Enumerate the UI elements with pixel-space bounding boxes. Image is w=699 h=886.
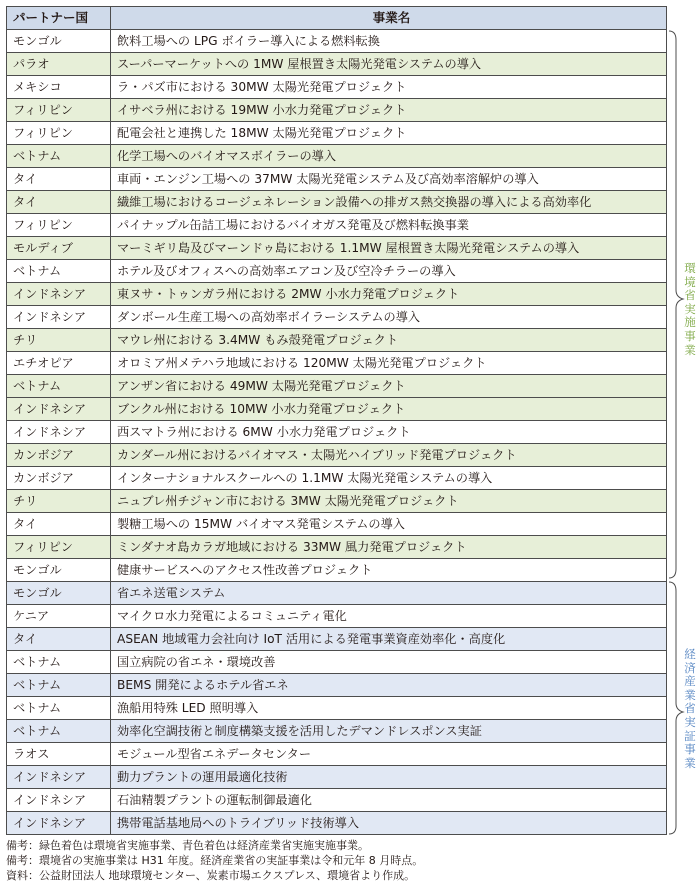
project-name-cell: ブンクル州における 10MW 小水力発電プロジェクト [111,398,667,421]
partner-country-cell: メキシコ [7,76,111,99]
partner-country-cell: フィリピン [7,122,111,145]
partner-country-cell: ベトナム [7,145,111,168]
partner-country-cell: インドネシア [7,306,111,329]
meti-group-brace [669,582,683,834]
partner-country-cell: フィリピン [7,214,111,237]
header-project-name: 事業名 [111,7,667,30]
footnotes [6,838,423,883]
project-name-cell: オロミア州メテハラ地域における 120MW 太陽光発電プロジェクト [111,352,667,375]
partner-country-cell: タイ [7,168,111,191]
header-partner-country: パートナー国 [7,7,111,30]
partner-country-cell: モンゴル [7,30,111,53]
project-name-cell: ASEAN 地域電力会社向け IoT 活用による発電事業資産効率化・高度化 [111,628,667,651]
partner-country-cell: ベトナム [7,651,111,674]
project-name-cell: ニュブレ州チジャン市における 3MW 太陽光発電プロジェクト [111,490,667,513]
partner-country-cell: チリ [7,490,111,513]
partner-country-cell: ベトナム [7,674,111,697]
project-name-cell: 携帯電話基地局へのトライブリッド技術導入 [111,812,667,835]
project-name-cell: ミンダナオ島カラガ地域における 33MW 風力発電プロジェクト [111,536,667,559]
partner-country-cell: エチオピア [7,352,111,375]
partner-country-cell: インドネシア [7,283,111,306]
project-name-cell: 繊維工場におけるコージェネレーション設備への排ガス熱交換器の導入による高効率化 [111,191,667,214]
partner-country-cell: カンボジア [7,467,111,490]
partner-country-cell: ベトナム [7,375,111,398]
project-name-cell: 健康サービスへのアクセス性改善プロジェクト [111,559,667,582]
project-name-cell: インターナショナルスクールへの 1.1MW 太陽光発電システムの導入 [111,467,667,490]
project-name-cell: 製糖工場への 15MW バイオマス発電システムの導入 [111,513,667,536]
partner-country-cell: ベトナム [7,260,111,283]
project-name-cell: パイナップル缶詰工場におけるバイオガス発電及び燃料転換事業 [111,214,667,237]
project-name-cell: 省エネ送電システム [111,582,667,605]
project-name-cell: 石油精製プラントの運転制御最適化 [111,789,667,812]
partner-country-cell: インドネシア [7,421,111,444]
project-name-cell: 配電会社と連携した 18MW 太陽光発電プロジェクト [111,122,667,145]
partner-country-cell: チリ [7,329,111,352]
partner-country-cell: ラオス [7,743,111,766]
partner-country-cell: タイ [7,628,111,651]
partner-country-cell: パラオ [7,53,111,76]
project-name-cell: ホテル及びオフィスへの高効率エアコン及び空冷チラーの導入 [111,260,667,283]
project-name-cell: 東ヌサ・トゥンガラ州における 2MW 小水力発電プロジェクト [111,283,667,306]
partner-country-cell: フィリピン [7,99,111,122]
project-name-cell: 化学工場へのバイオマスボイラーの導入 [111,145,667,168]
env-group-brace [669,31,683,578]
project-name-cell: 動力プラントの運用最適化技術 [111,766,667,789]
partner-country-cell: インドネシア [7,812,111,835]
project-name-cell: 国立病院の省エネ・環境改善 [111,651,667,674]
footnote-source: 資料：公益財団法人 地球環境センター、炭素市場エクスプレス、環境省より作成。 [6,869,416,882]
partner-country-cell: インドネシア [7,766,111,789]
meti-ministry-label: 経済産業省実証事業 [684,647,696,770]
footnote-timing: 備考：環境省の実施事業は H31 年度。経済産業省の実証事業は令和元年 8 月時点。 [6,854,424,867]
project-name-cell: マーミギリ島及びマーンドゥ島における 1.1MW 屋根置き太陽光発電システムの導入 [111,237,667,260]
partner-country-cell: ケニア [7,605,111,628]
footnote-color-legend: 備考：緑色着色は環境省実施事業、青色着色は経済産業省実施実施事業。 [6,839,369,852]
partner-country-cell: ベトナム [7,697,111,720]
env-ministry-label: 環境省実施事業 [684,261,696,357]
project-name-cell: イサベラ州における 19MW 小水力発電プロジェクト [111,99,667,122]
project-name-cell: 漁船用特殊 LED 照明導入 [111,697,667,720]
partner-country-cell: インドネシア [7,789,111,812]
project-name-cell: BEMS 開発によるホテル省エネ [111,674,667,697]
partner-country-cell: インドネシア [7,398,111,421]
partner-country-cell: ベトナム [7,720,111,743]
project-name-cell: カンダール州におけるバイオマス・太陽光ハイブリッド発電プロジェクト [111,444,667,467]
project-name-cell: 効率化空調技術と制度構築支援を活用したデマンドレスポンス実証 [111,720,667,743]
project-name-cell: 飲料工場への LPG ボイラー導入による燃料転換 [111,30,667,53]
project-name-cell: ラ・パズ市における 30MW 太陽光発電プロジェクト [111,76,667,99]
partner-country-cell: モンゴル [7,559,111,582]
partner-country-cell: タイ [7,191,111,214]
project-name-cell: 西スマトラ州における 6MW 小水力発電プロジェクト [111,421,667,444]
project-name-cell: 車両・エンジン工場への 37MW 太陽光発電システム及び高効率溶解炉の導入 [111,168,667,191]
project-name-cell: マイクロ水力発電によるコミュニティ電化 [111,605,667,628]
partner-country-cell: フィリピン [7,536,111,559]
project-name-cell: スーパーマーケットへの 1MW 屋根置き太陽光発電システムの導入 [111,53,667,76]
project-name-cell: アンザン省における 49MW 太陽光発電プロジェクト [111,375,667,398]
partner-country-cell: タイ [7,513,111,536]
partner-country-cell: モルディブ [7,237,111,260]
project-name-cell: マウレ州における 3.4MW もみ殻発電プロジェクト [111,329,667,352]
partner-country-cell: カンボジア [7,444,111,467]
partner-country-cell: モンゴル [7,582,111,605]
project-name-cell: モジュール型省エネデータセンター [111,743,667,766]
project-name-cell: ダンボール生産工場への高効率ボイラーシステムの導入 [111,306,667,329]
